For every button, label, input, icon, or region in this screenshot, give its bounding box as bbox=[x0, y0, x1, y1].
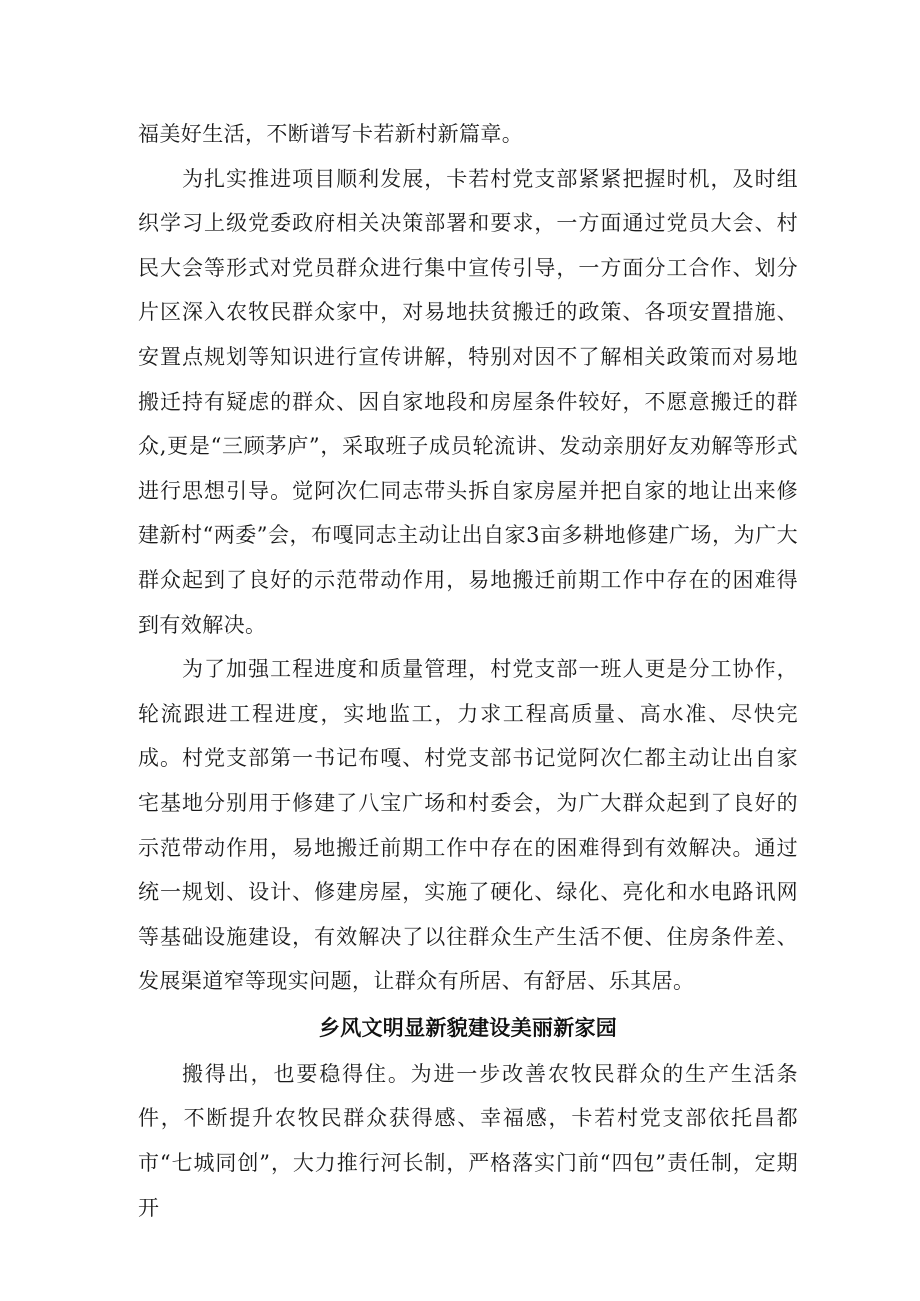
section-heading: 乡风文明显新貌建设美丽新家园 bbox=[318, 1015, 618, 1040]
paragraph-livelihood: 搬得出，也要稳得住。为进一步改善农牧民群众的生产生活条件，不断提升农牧民群众获得感、幸福感，卡若村党支部依托昌都市“七城同创”，大力推行河长制，严格落实门前“四包”责任制，定期开 bbox=[138, 1061, 798, 1220]
paragraph-continuation: 福美好生活，不断谱写卡若新村新篇章。 bbox=[138, 122, 524, 146]
paragraph-construction: 为了加强工程进度和质量管理，村党支部一班人更是分工协作，轮流跟进工程进度，实地监工，力求工程高质量、高水准、尽快完成。村党支部第一书记布嘎、村党支部书记觉阿次仁都主动让出自家宅基地分别用于修建了八宝广场和村委会，为广大群众起到了良好的示范带动作用，易地搬迁前期工作中存在的困难得到有效解决。通过统一规划、设计、修建房屋，实施了硬化、绿化、亮化和水电路讯网等基础设施建设，有效解决了以往群众生产生活不便、住房条件差、发展渠道窄等现实问题，让群众有所居、有舒居、乐其居。 bbox=[138, 657, 798, 994]
paragraph-mobilization: 为扎实推进项目顺利发展，卡若村党支部紧紧把握时机，及时组织学习上级党委政府相关决策部署和要求，一方面通过党员大会、村民大会等形式对党员群众进行集中宣传引导，一方面分工合作、划分片区深入农牧民群众家中，对易地扶贫搬迁的政策、各项安置措施、安置点规划等知识进行宣传讲解，特别对因不了解相关政策而对易地搬迁持有疑虑的群众、因自家地段和房屋条件较好，不愿意搬迁的群众,更是“三顾茅庐”，采取班子成员轮流讲、发动亲朋好友劝解等形式进行思想引导。觉阿次仁同志带头拆自家房屋并把自家的地让出来修建新村“两委”会，布嘎同志主动让出自家3亩多耕地修建广场，为广大群众起到了良好的示范带动作用，易地搬迁前期工作中存在的困难得到有效解决。 bbox=[138, 166, 798, 637]
document-body bbox=[138, 112, 798, 1230]
